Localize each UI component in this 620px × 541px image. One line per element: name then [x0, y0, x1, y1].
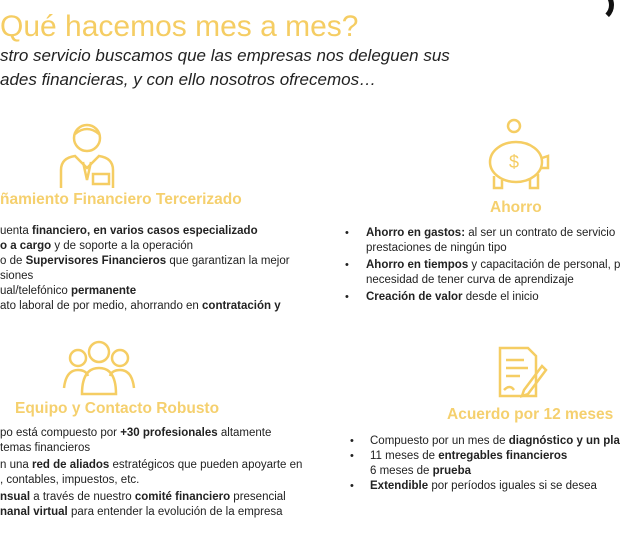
bullet-line: [345, 273, 620, 288]
bullet-icon: •: [345, 259, 349, 271]
bullet-text: Creación de valor: [366, 291, 463, 303]
team-icon: [62, 338, 136, 398]
section-heading-savings: Ahorro: [490, 199, 542, 216]
bullet-text: comité financiero: [134, 491, 231, 503]
bullet-line: [350, 479, 620, 494]
bullet-line: [0, 239, 290, 254]
bullet-line: [345, 290, 620, 305]
bullet-text: que garantizan la mejor: [166, 255, 290, 267]
bullet-line: [0, 224, 290, 239]
bullet-text: ual/telefónico: [0, 285, 71, 297]
bullet-text: nsual: [0, 491, 31, 503]
bullet-text: contratación y: [202, 300, 281, 312]
bullet-line: [0, 458, 302, 473]
bullet-text: y de soporte a la operación: [51, 240, 194, 252]
logo-fragment: [580, 0, 614, 22]
bullet-text: temas financieros: [0, 442, 91, 454]
bullet-text: financiero, en varios casos especializado: [31, 225, 258, 237]
bullet-text: 11 meses de: [370, 450, 439, 462]
bullet-text: al ser un contrato de servicio: [465, 227, 616, 239]
businessman-icon: [55, 118, 120, 190]
bullet-text: por períodos iguales si se desea: [428, 480, 597, 492]
bullet-line: [0, 284, 290, 299]
bullet-text: y capacitación de personal, p: [468, 259, 620, 271]
bullet-line: [0, 505, 302, 520]
bullet-text: o de: [0, 255, 26, 267]
team-bullets: [0, 426, 302, 520]
contract-icon: [494, 346, 548, 400]
bullet-text: estratégicos que pueden apoyarte en: [109, 459, 303, 471]
bullet-text: siones: [0, 270, 34, 282]
bullet-text: Ahorro en tiempos: [366, 259, 469, 271]
bullet-text: necesidad de tener curva de aprendizaje: [366, 274, 574, 286]
bullet-text: nanal virtual: [0, 506, 68, 518]
bullet-text: n una: [0, 459, 32, 471]
bullet-text: diagnóstico y un pla: [508, 435, 620, 447]
bullet-text: Compuesto por un mes de: [370, 435, 509, 447]
bullet-line: [0, 269, 290, 284]
outsourcing-bullets: [0, 224, 290, 314]
section-heading-agreement: Acuerdo por 12 meses: [447, 406, 614, 423]
savings-bullets: [345, 226, 620, 305]
piggy-bank-icon: [484, 116, 550, 192]
bullet-text: uenta: [0, 225, 32, 237]
bullet-text: permanente: [70, 285, 137, 297]
bullet-text: para entender la evolución de la empresa: [67, 506, 283, 518]
bullet-line: [0, 441, 302, 456]
section-heading-outsourcing: ñamiento Financiero Tercerizado: [0, 191, 242, 208]
bullet-text: prueba: [432, 465, 471, 477]
bullet-line: [0, 299, 290, 314]
bullet-icon: •: [345, 227, 349, 239]
bullet-line: [0, 426, 302, 441]
agreement-bullets: [350, 434, 620, 494]
page-title: Qué hacemos mes a mes?: [0, 10, 359, 43]
bullet-text: presencial: [230, 491, 286, 503]
bullet-line: [350, 464, 620, 479]
bullet-text: 6 meses de: [370, 465, 433, 477]
bullet-line: [350, 434, 620, 449]
bullet-text: po está compuesto por: [0, 427, 121, 439]
bullet-line: [0, 490, 302, 505]
subtitle-line-2: ades financieras, y con ello nosotros ofrecemos…: [0, 70, 377, 89]
bullet-text: altamente: [217, 427, 272, 439]
bullet-text: Ahorro en gastos:: [366, 227, 466, 239]
bullet-text: prestaciones de ningún tipo: [366, 242, 507, 254]
bullet-text: entregables financieros: [438, 450, 568, 462]
bullet-line: [0, 254, 290, 269]
svg-text:$: $: [509, 152, 520, 172]
bullet-line: [345, 241, 620, 256]
bullet-text: Supervisores Financieros: [25, 255, 167, 267]
bullet-line: [350, 449, 620, 464]
bullet-icon: •: [350, 435, 354, 447]
bullet-line: [345, 226, 620, 241]
bullet-text: o a cargo: [0, 240, 52, 252]
bullet-icon: •: [345, 291, 349, 303]
bullet-text: Extendible: [370, 480, 429, 492]
bullet-text: ato laboral de por medio, ahorrando en: [0, 300, 203, 312]
bullet-icon: •: [350, 480, 354, 492]
bullet-text: desde el inicio: [462, 291, 539, 303]
bullet-text: , contables, impuestos, etc.: [0, 474, 140, 486]
section-heading-team: Equipo y Contacto Robusto: [15, 400, 220, 417]
subtitle-line-1: stro servicio buscamos que las empresas nos deleguen sus: [0, 46, 450, 65]
bullet-line: [0, 473, 302, 488]
bullet-line: [345, 258, 620, 273]
bullet-text: a través de nuestro: [30, 491, 135, 503]
bullet-text: +30 profesionales: [120, 427, 218, 439]
bullet-text: red de aliados: [31, 459, 110, 471]
bullet-icon: •: [350, 450, 354, 462]
